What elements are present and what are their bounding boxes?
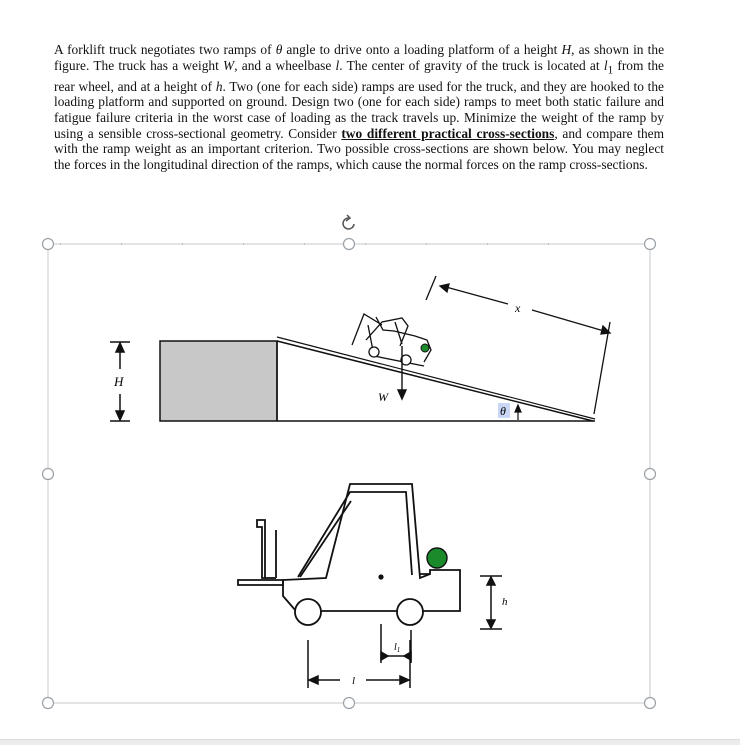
ramp: [277, 337, 595, 421]
handle-middle-right[interactable]: [645, 469, 656, 480]
selection-frame: [48, 244, 650, 703]
rear-wheel: [295, 599, 321, 625]
theta-symbol: θ: [275, 42, 283, 57]
handle-bottom-center[interactable]: [344, 698, 355, 709]
truck-on-ramp: [352, 314, 431, 366]
handle-top-right[interactable]: [645, 239, 656, 250]
rotate-handle-icon[interactable]: [343, 215, 354, 229]
label-H: H: [114, 374, 124, 389]
front-wheel: [397, 599, 423, 625]
editor-bottom-bar: [0, 739, 740, 745]
loading-platform: [160, 341, 277, 421]
forklift-cg-point: [378, 574, 383, 579]
handle-top-center[interactable]: [344, 239, 355, 250]
handle-top-left[interactable]: [43, 239, 54, 250]
label-h: h: [502, 596, 508, 608]
problem-statement: A forklift truck negotiates two ramps of θ angle to drive onto a loading platform of a height H, as shown in the figure. The truck has a weight W, and a wheelbase l. The center of gravity of the truck is located at $l_1$ from the rear wheel, and at a height of h. Two (one for each side) ramps are used for the truck, and they are hooked to the loading platform and supported on ground. Design two (one for each side) ramps to meet both static failure and fatigue failure criteria in the worst case of loading as the track travels up. Minimize the weight of the ramp by using a sensible cross-sectional geometry. Consider two different practical cross-sections, and compare them with the ramp weight as an important criterion. Two possible cross-sections are shown below. You may neglect the forces in the longitudinal direction of the ramps, which cause the normal forces on the ramp cross-sections.: [54, 42, 665, 172]
label-l1: $l_1$: [394, 642, 401, 654]
forklift-green-ball: [427, 548, 447, 568]
height-h-dimension: [480, 576, 502, 629]
theta-arrow: [515, 405, 521, 420]
emphasis-cross-sections: two different practical cross-sections: [341, 125, 555, 141]
label-W: W: [378, 390, 388, 404]
label-theta: θ: [500, 404, 506, 418]
label-l: l: [352, 675, 356, 687]
handle-bottom-right[interactable]: [645, 698, 656, 709]
forklift-detail: [238, 484, 460, 611]
selection-handles[interactable]: [43, 239, 656, 709]
handle-middle-left[interactable]: [43, 469, 54, 480]
handle-bottom-left[interactable]: [43, 698, 54, 709]
forklift-wheels: [295, 599, 423, 625]
distance-x-dimension: [426, 276, 610, 414]
truck-cg-small: [421, 344, 429, 352]
label-x: x: [515, 301, 521, 315]
